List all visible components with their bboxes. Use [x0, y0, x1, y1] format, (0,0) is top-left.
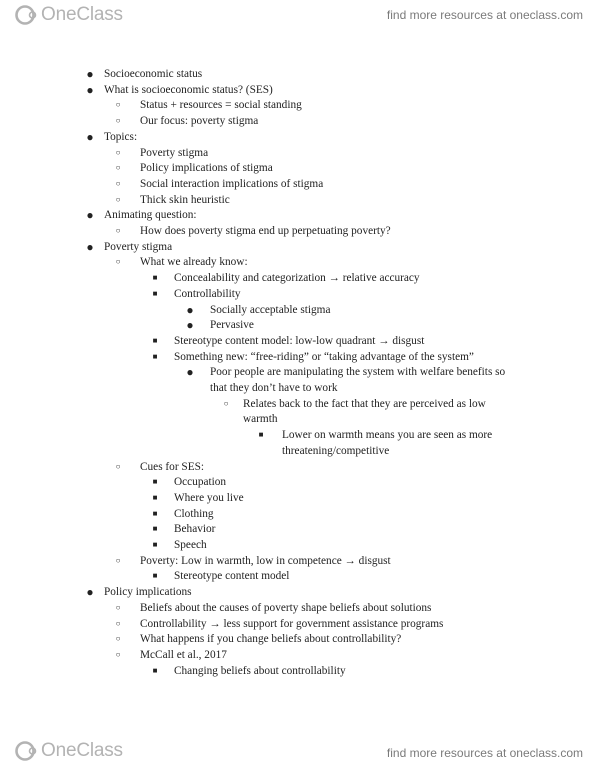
outline-item-level-2 [0, 176, 595, 192]
outline-item-level-3 [0, 521, 595, 537]
outline-text: What is socioeconomic status? (SES) [104, 83, 273, 96]
brand-name-footer: OneClass [41, 740, 123, 761]
outline-text: Lower on warmth means you are seen as more [282, 429, 493, 442]
outline-text: Policy implications of stigma [140, 162, 273, 175]
outline-item-level-3 [0, 474, 595, 490]
outline-text: that they don’t have to work [210, 382, 338, 394]
bullet-icon: ○ [115, 634, 121, 644]
outline-item-level-3 [0, 333, 595, 349]
outline-text: warmth [243, 413, 278, 426]
outline-item-level-2 [0, 192, 595, 208]
bullet-icon: ■ [152, 524, 158, 534]
outline-item-level-2 [0, 223, 595, 239]
bullet-icon: ○ [115, 649, 121, 659]
outline-text: Topics: [104, 130, 138, 143]
bullet-icon: ○ [115, 555, 121, 565]
outline-text: Speech [174, 539, 207, 551]
outline-text: Our focus: poverty stigma [140, 115, 259, 128]
outline-item-level-1 [0, 584, 595, 600]
outline-text: Concealability and categorization → relative accuracy [174, 272, 420, 285]
bullet-icon: ■ [152, 540, 158, 549]
outline-item-level-2 [0, 631, 595, 647]
bullet-icon: ○ [115, 100, 121, 110]
outline-item-level-2 [0, 600, 595, 616]
outline-item-level-4 [0, 302, 595, 318]
outline-text: Stereotype content model: low-low quadrant → disgust [174, 334, 425, 347]
bullet-icon: ● [86, 585, 94, 600]
bullet-icon: ○ [115, 226, 121, 235]
outline-item-level-1 [0, 129, 595, 145]
bullet-icon: ■ [258, 430, 264, 440]
outline-item-level-5 [0, 411, 595, 427]
outline-text: Behavior [174, 523, 216, 536]
outline-text: Socially acceptable stigma [210, 303, 331, 316]
outline-item-level-3 [0, 663, 595, 679]
outline-text: McCall et al., 2017 [140, 648, 227, 661]
outline-text: Poor people are manipulating the system with welfare benefits so [210, 366, 506, 379]
outline-text: Cues for SES: [140, 460, 205, 473]
outline-text: Poverty stigma [140, 146, 209, 159]
outline-text: Something new: “free-riding” or “taking advantage of the system” [174, 350, 474, 363]
outline-text: Changing beliefs about controllability [174, 664, 346, 677]
bullet-icon: ○ [223, 398, 229, 408]
outline-text: Thick skin heuristic [140, 193, 230, 206]
outline-item-level-3 [0, 568, 595, 584]
outline-item-level-2 [0, 459, 595, 475]
outline-item-level-1 [0, 207, 595, 223]
bullet-icon: ■ [152, 508, 158, 518]
outline-item-level-1 [0, 66, 595, 82]
outline-item-level-2 [0, 160, 595, 176]
outline-item-level-6 [0, 443, 595, 459]
outline-text: What happens if you change beliefs about controllability? [140, 633, 402, 646]
bullet-icon: ○ [115, 618, 121, 628]
bullet-icon: ● [86, 239, 94, 254]
outline-text: Beliefs about the causes of poverty shape beliefs about solutions [140, 601, 432, 614]
bullet-icon: ○ [115, 194, 121, 204]
outline-item-level-4 [0, 364, 595, 380]
outline-text: Poverty: Low in warmth, low in competence → disgust [140, 554, 391, 567]
outline-item-level-2 [0, 616, 595, 632]
bullet-icon: ■ [152, 665, 158, 675]
outline-item-level-1 [0, 239, 595, 255]
outline-item-level-2 [0, 254, 595, 270]
bullet-icon: ● [86, 208, 94, 223]
bullet-icon: ● [86, 82, 94, 97]
outline-text: Social interaction implications of stigma [140, 177, 324, 190]
outline-text: Relates back to the fact that they are perceived as low [243, 397, 486, 410]
outline-text: Controllability → less support for government assistance programs [140, 617, 444, 630]
bullet-icon: ■ [152, 492, 158, 502]
outline-item-level-2 [0, 113, 595, 129]
outline-text: threatening/competitive [282, 444, 390, 457]
outline-text: Poverty stigma [104, 240, 173, 253]
outline-text: Controllability [174, 287, 241, 300]
oneclass-o-icon [14, 4, 40, 26]
oneclass-logo-footer[interactable] [14, 740, 123, 762]
bullet-icon: ■ [152, 288, 158, 298]
bullet-icon: ● [186, 302, 194, 317]
outline-item-level-6 [0, 427, 595, 443]
bullet-icon: ○ [115, 147, 121, 157]
bullet-icon: ○ [115, 461, 121, 471]
outline-item-level-3 [0, 506, 595, 522]
outline-text: Pervasive [210, 319, 254, 332]
outline-item-level-2 [0, 97, 595, 113]
bullet-icon: ■ [152, 335, 158, 345]
footer-resources-link[interactable]: find more resources at oneclass.com [386, 746, 583, 760]
bullet-icon: ■ [152, 351, 158, 361]
outline-item-level-3 [0, 286, 595, 302]
outline-item-level-3 [0, 490, 595, 506]
bullet-icon: ○ [115, 116, 121, 126]
outline-text: Status + resources = social standing [140, 99, 302, 112]
bullet-icon: ● [86, 67, 94, 81]
outline-item-level-4 [0, 317, 595, 333]
bullet-icon: ■ [152, 477, 158, 487]
outline-item-level-4 [0, 380, 595, 396]
bullet-icon: ● [186, 318, 194, 333]
oneclass-logo[interactable] [14, 4, 123, 26]
bullet-icon: ○ [115, 602, 121, 612]
bullet-icon: ○ [115, 178, 121, 188]
bullet-icon: ○ [115, 163, 121, 173]
bullet-icon: ■ [152, 273, 158, 283]
bullet-icon: ○ [115, 257, 121, 267]
outline-text: Stereotype content model [174, 570, 290, 583]
outline-text: Socioeconomic status [104, 68, 203, 80]
outline-text: How does poverty stigma end up perpetuating poverty? [140, 225, 391, 237]
outline-text: Policy implications [104, 586, 192, 599]
outline-text: What we already know: [140, 256, 248, 269]
outline-item-level-5 [0, 396, 595, 412]
header-resources-link[interactable]: find more resources at oneclass.com [386, 8, 583, 22]
outline-item-level-3 [0, 349, 595, 365]
brand-name: OneClass [41, 4, 123, 25]
outline-item-level-3 [0, 270, 595, 286]
outline-item-level-2 [0, 553, 595, 569]
outline-text: Where you live [174, 491, 244, 504]
bullet-icon: ● [186, 365, 194, 380]
outline-text: Clothing [174, 507, 214, 520]
outline-item-level-2 [0, 145, 595, 161]
outline-text: Animating question: [104, 209, 197, 222]
oneclass-o-icon [14, 740, 40, 762]
bullet-icon: ● [86, 129, 94, 144]
outline-item-level-1 [0, 82, 595, 98]
bullet-icon: ■ [152, 571, 158, 581]
outline-text: Occupation [174, 476, 227, 489]
outline-item-level-2 [0, 647, 595, 663]
outline-item-level-3 [0, 537, 595, 553]
